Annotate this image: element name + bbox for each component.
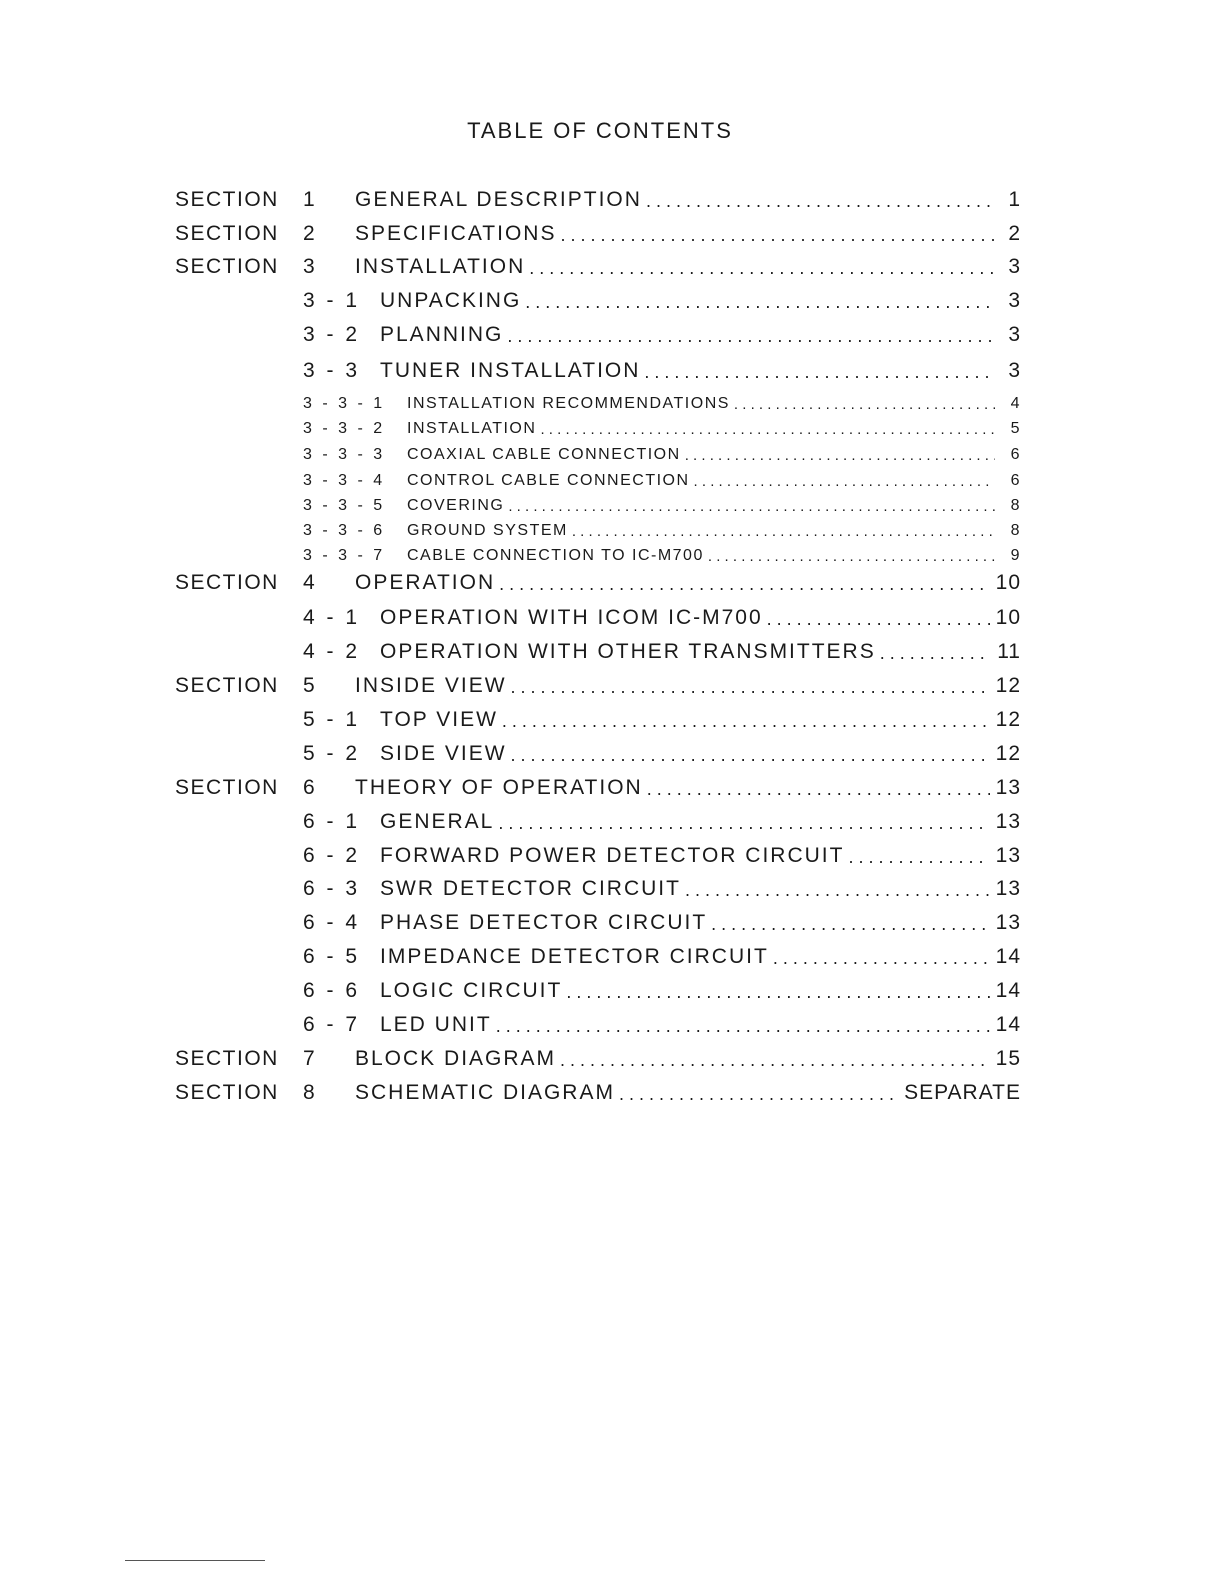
entry-title: OPERATION WITH OTHER TRANSMITTERS [380,640,876,663]
entry-number: 5 [303,674,318,697]
page-number: 8 [1010,497,1021,514]
entry-title: INSTALLATION [355,255,526,278]
dot-leader [540,421,995,438]
entry-number: 6 - 3 [303,877,361,900]
toc-entry [175,672,1021,698]
dot-leader [560,1050,990,1071]
dot-leader [646,191,995,212]
dot-leader [525,292,995,313]
page-number: 4 [1010,395,1021,412]
page-number: 14 [995,1013,1021,1036]
toc-entry [175,464,1021,490]
toc-entry [175,321,1021,347]
toc-entry [175,943,1021,969]
toc-entry [175,808,1021,834]
entry-number: 2 [303,222,318,245]
entry-number: 4 - 2 [303,640,361,663]
toc-entry [175,357,1021,383]
section-label: SECTION [175,776,279,799]
entry-title: SIDE VIEW [380,742,507,765]
page-number: 13 [995,810,1021,833]
section-label: SECTION [175,188,279,211]
entry-number: 8 [303,1081,318,1104]
toc-entry [175,604,1021,630]
entry-title: TUNER INSTALLATION [380,359,641,382]
section-label: SECTION [175,1081,279,1104]
page-number: 2 [1008,222,1021,245]
entry-title: LOGIC CIRCUIT [380,979,563,1002]
entry-title: OPERATION WITH ICOM IC-M700 [380,606,763,629]
dot-leader [685,447,995,464]
page-number: 13 [995,776,1021,799]
entry-title: OPERATION [355,571,496,594]
dot-leader [694,473,995,490]
toc-entry [175,514,1021,540]
page-number: 12 [995,708,1021,731]
toc-entry [175,220,1021,246]
entry-number: 6 - 4 [303,911,361,934]
dot-leader [498,813,989,834]
divider [125,1560,265,1561]
entry-number: 5 - 2 [303,742,361,765]
entry-number: 6 - 7 [303,1013,361,1036]
entry-number: 6 - 1 [303,810,361,833]
toc-entry [175,842,1021,868]
dot-leader [848,847,989,868]
page-number: 12 [995,742,1021,765]
dot-leader [647,779,990,800]
toc-entry [175,412,1021,438]
section-label: SECTION [175,255,279,278]
dot-leader [502,711,990,732]
entry-title: INSIDE VIEW [355,674,507,697]
toc-entry [175,875,1021,901]
dot-leader [619,1084,898,1105]
dot-leader [711,914,989,935]
page-number: 15 [995,1047,1021,1070]
page-number: 14 [995,979,1021,1002]
entry-number: 3 - 3 [303,359,361,382]
entry-number: 4 [303,571,318,594]
entry-number: 3 - 2 [303,323,361,346]
entry-number: 4 - 1 [303,606,361,629]
toc-entry [175,740,1021,766]
entry-number: 3 - 3 - 7 [303,547,386,564]
dot-leader [572,523,995,540]
page-number: 10 [995,571,1021,594]
entry-number: 1 [303,188,318,211]
page-number: 8 [1010,522,1021,539]
entry-title: INSTALLATION RECOMMENDATIONS [407,395,730,412]
toc-entry [175,489,1021,515]
dot-leader [773,948,990,969]
entry-title: INSTALLATION [407,420,537,437]
dot-leader [644,362,995,383]
section-label: SECTION [175,674,279,697]
entry-number: 3 - 3 - 2 [303,420,386,437]
page-number: 3 [1008,359,1021,382]
entry-number: 6 - 2 [303,844,361,867]
entry-number: 3 [303,255,318,278]
entry-title: GENERAL [380,810,495,833]
entry-title: GROUND SYSTEM [407,522,568,539]
page-number: 13 [995,877,1021,900]
entry-title: CONTROL CABLE CONNECTION [407,472,690,489]
toc-entry [175,638,1021,664]
dot-leader [508,498,995,515]
page-number: 13 [995,844,1021,867]
entry-number: 6 [303,776,318,799]
entry-title: SCHEMATIC DIAGRAM [355,1081,615,1104]
dot-leader [499,574,990,595]
dot-leader [529,258,995,279]
page-number: 11 [997,640,1021,663]
page-number: 10 [995,606,1021,629]
entry-title: LED UNIT [380,1013,492,1036]
entry-title: COVERING [407,497,505,514]
entry-number: 3 - 3 - 5 [303,497,386,514]
toc-entry [175,539,1021,565]
entry-title: BLOCK DIAGRAM [355,1047,557,1070]
page-number: 13 [995,911,1021,934]
page-title: TABLE OF CONTENTS [467,118,733,143]
dot-leader [496,1016,990,1037]
toc-entry [175,253,1021,279]
dot-leader [507,326,995,347]
toc-entry [175,774,1021,800]
section-label: SECTION [175,571,279,594]
entry-title: SWR DETECTOR CIRCUIT [380,877,681,900]
entry-number: 7 [303,1047,318,1070]
page-number: 14 [995,945,1021,968]
entry-title: FORWARD POWER DETECTOR CIRCUIT [380,844,845,867]
page-number: 9 [1010,547,1021,564]
dot-leader [734,396,995,413]
entry-title: IMPEDANCE DETECTOR CIRCUIT [380,945,769,968]
dot-leader [708,548,995,565]
toc-entry [175,1079,1021,1105]
entry-number: 3 - 3 - 6 [303,522,386,539]
entry-number: 6 - 6 [303,979,361,1002]
toc-entry [175,186,1021,212]
toc-entry [175,909,1021,935]
entry-title: UNPACKING [380,289,522,312]
entry-number: 3 - 3 - 4 [303,472,386,489]
page-number: 3 [1008,323,1021,346]
dot-leader [767,609,990,630]
page-number: 5 [1010,420,1021,437]
toc-entry [175,387,1021,413]
entry-number: 3 - 1 [303,289,361,312]
toc-entry [175,1045,1021,1071]
toc-entry [175,569,1021,595]
entry-number: 3 - 3 - 3 [303,446,386,463]
toc-entry [175,438,1021,464]
dot-leader [685,880,990,901]
entry-number: 3 - 3 - 1 [303,395,386,412]
page-number: 1 [1008,188,1021,211]
entry-title: CABLE CONNECTION TO IC-M700 [407,547,704,564]
dot-leader [880,643,991,664]
page-number: 3 [1008,289,1021,312]
toc-entry [175,287,1021,313]
entry-title: PLANNING [380,323,504,346]
entry-number: 5 - 1 [303,708,361,731]
dot-leader [566,982,989,1003]
entry-title: COAXIAL CABLE CONNECTION [407,446,681,463]
section-label: SECTION [175,1047,279,1070]
entry-title: THEORY OF OPERATION [355,776,643,799]
section-label: SECTION [175,222,279,245]
toc-entry [175,977,1021,1003]
entry-title: SPECIFICATIONS [355,222,557,245]
toc-entry [175,706,1021,732]
page-number: 6 [1010,446,1021,463]
dot-leader [560,225,995,246]
page-number: 12 [995,674,1021,697]
page-number: 6 [1010,472,1021,489]
page-number: 3 [1008,255,1021,278]
entry-title: PHASE DETECTOR CIRCUIT [380,911,708,934]
entry-title: GENERAL DESCRIPTION [355,188,642,211]
entry-title: TOP VIEW [380,708,498,731]
dot-leader [511,677,990,698]
entry-number: 6 - 5 [303,945,361,968]
toc-entry [175,1011,1021,1037]
page-number: SEPARATE [904,1081,1021,1104]
dot-leader [511,745,990,766]
